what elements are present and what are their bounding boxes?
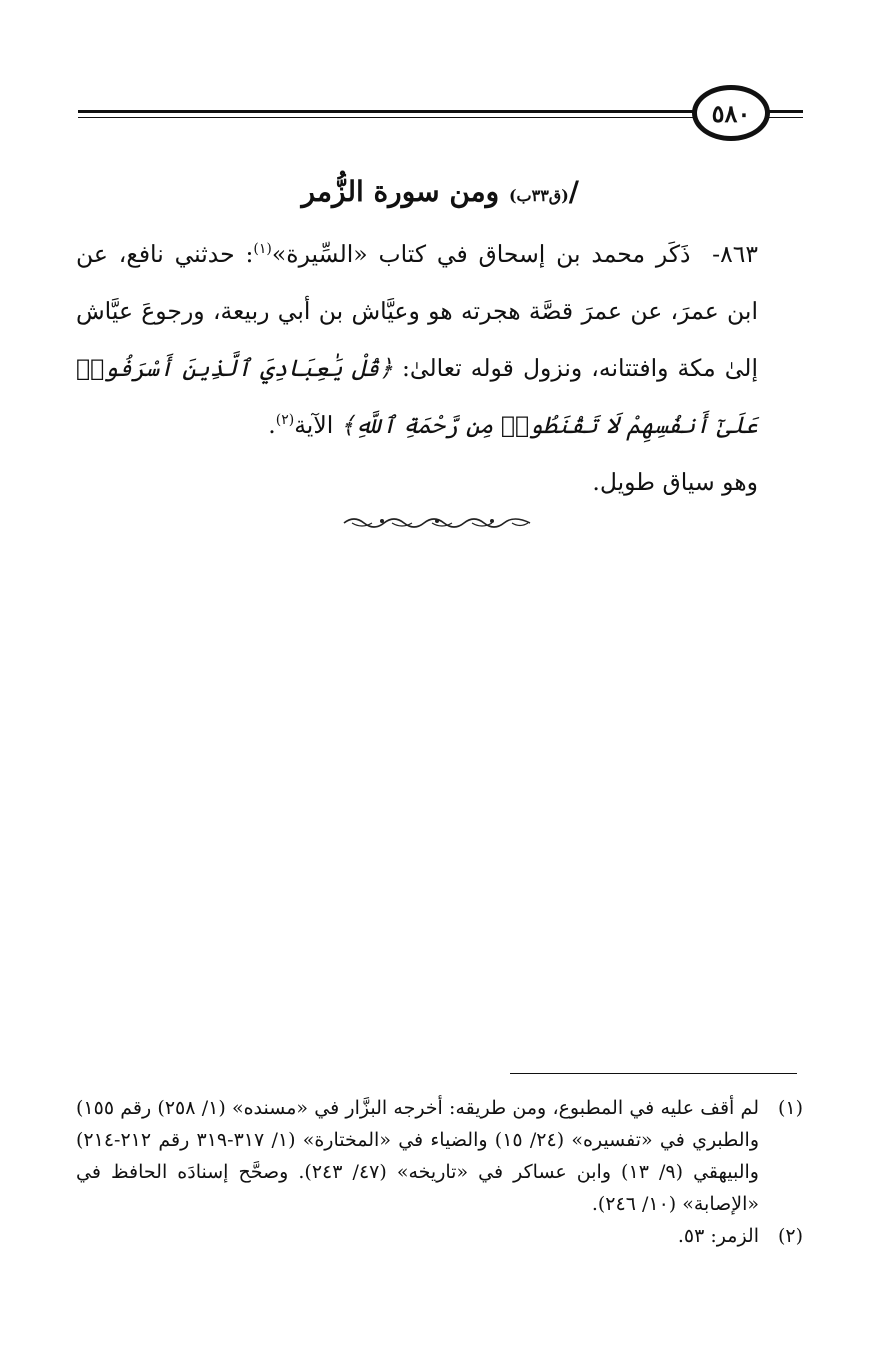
footnote-number: (١) — [777, 1097, 803, 1119]
folio-slash: / — [568, 175, 579, 208]
page-number: ٥٨٠ — [711, 98, 751, 128]
quran-verse: ﴿قُلْ يَٰعِبَادِيَ ٱلَّذِينَ أَسْرَفُوا۟ عَلَىٰٓ أَنفُسِهِمْ لَا تَقْنَطُوا۟ مِن رَّحْمَةِ ٱللَّهِ﴾ — [76, 354, 758, 439]
footnote-number: (٢) — [777, 1225, 803, 1247]
page-header — [78, 84, 803, 144]
section-title — [302, 175, 579, 208]
entry-period: . — [268, 411, 276, 439]
entry-line1: ذَكَر محمد بن إسحاق في كتاب «السِّيرة» — [271, 240, 691, 268]
entry-text: : حدثني نافع، عن ابن عمرَ، عن عمرَ قصَّة هجرته هو وعيَّاش بن أبي ربيعة، ورجوعَ عيَّاش إلىٰ مكة وافتتانه، ونزول قوله تعالىٰ: — [76, 240, 758, 382]
page-number-badge — [692, 85, 770, 141]
entry-paragraph — [76, 226, 803, 454]
footnotes — [76, 1092, 803, 1252]
entry-closing: وهو سياق طويل. — [592, 468, 758, 496]
folio-mark: (ق٣٣ب) — [508, 186, 569, 205]
footnote-ref-1: (١) — [253, 241, 272, 258]
footnote-text: الزمر: ٥٣. — [677, 1225, 759, 1247]
footnote-1 — [76, 1092, 803, 1220]
section-divider-ornament — [342, 513, 532, 533]
entry-number: ٨٦٣- — [712, 240, 758, 268]
verse-suffix: الآية — [294, 411, 341, 439]
footnote-text: لم أقف عليه في المطبوع، ومن طريقه: أخرجه البزَّار في «مسنده» (١/ ٢٥٨) رقم ١٥٥) والطبري في «تفسيره» (٢٤/ ١٥) والضياء في «المختارة» (١/ ٣١٧-٣١٩ رقم ٢١٢-٢١٤) والبيهقي (٩/ ١٣) وابن عساكر في «تاريخه» (٤٧/ ٢٤٣). وصحَّح إسنادَه الحافظ في «الإصابة» (١٠/ ٢٤٦). — [76, 1097, 759, 1215]
footnote-2 — [76, 1220, 803, 1252]
footnote-separator — [510, 1073, 797, 1074]
footnote-ref-2: (٢) — [275, 412, 295, 429]
title-text: ومن سورة الزُّمر — [301, 175, 500, 208]
entry-body — [76, 226, 803, 511]
